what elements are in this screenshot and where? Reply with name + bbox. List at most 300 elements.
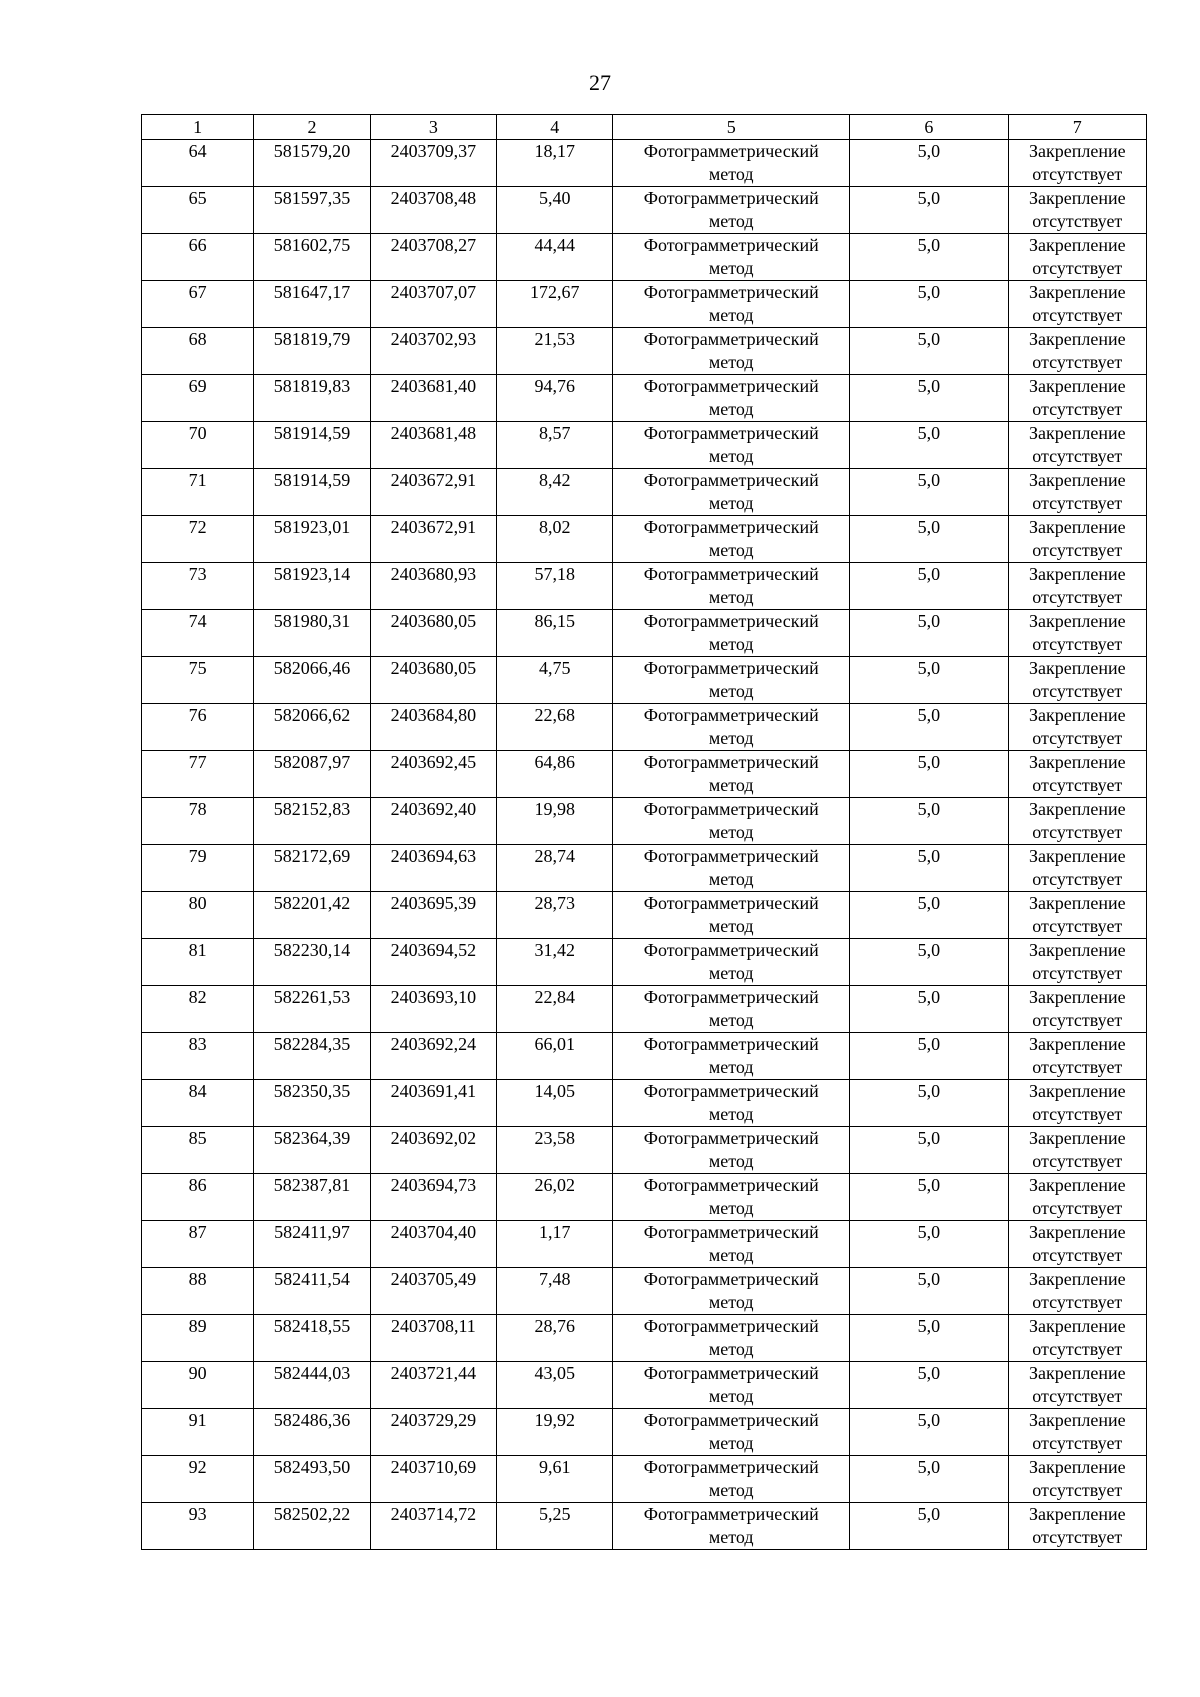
method-line-1: Фотограмметрический: [643, 1222, 819, 1242]
column-header: 1: [142, 115, 254, 140]
y-coordinate-cell: 2403694,63: [370, 845, 496, 892]
distance-cell: 14,05: [497, 1080, 613, 1127]
method-cell: [613, 798, 850, 845]
x-coordinate-cell: 582152,83: [254, 798, 370, 845]
method-line-2: метод: [708, 540, 754, 560]
method-line-1: Фотограмметрический: [643, 893, 819, 913]
accuracy-cell: 5,0: [850, 1127, 1008, 1174]
method-cell: [613, 892, 850, 939]
point-number-cell: 70: [142, 422, 254, 469]
x-coordinate-cell: 582502,22: [254, 1503, 370, 1550]
point-number-cell: 72: [142, 516, 254, 563]
point-number-cell: 88: [142, 1268, 254, 1315]
method-line-1: Фотограмметрический: [643, 470, 819, 490]
point-number-cell: 64: [142, 140, 254, 187]
header-row: [142, 115, 1147, 140]
method-line-2: метод: [708, 1198, 754, 1218]
fixing-line-1: Закрепление: [1028, 799, 1126, 819]
distance-cell: 66,01: [497, 1033, 613, 1080]
method-line-1: Фотограмметрический: [643, 329, 819, 349]
point-number-cell: 66: [142, 234, 254, 281]
method-line-2: метод: [708, 916, 754, 936]
distance-cell: 28,73: [497, 892, 613, 939]
fixing-cell: [1008, 892, 1146, 939]
table-row: [142, 1315, 1147, 1362]
fixing-line-1: Закрепление: [1028, 1316, 1126, 1336]
accuracy-cell: 5,0: [850, 1174, 1008, 1221]
table-row: [142, 469, 1147, 516]
point-number-cell: 78: [142, 798, 254, 845]
point-number-cell: 90: [142, 1362, 254, 1409]
fixing-cell: [1008, 187, 1146, 234]
fixing-cell: [1008, 281, 1146, 328]
x-coordinate-cell: 581647,17: [254, 281, 370, 328]
fixing-line-1: Закрепление: [1028, 987, 1126, 1007]
table-row: [142, 1456, 1147, 1503]
fixing-line-2: отсутствует: [1032, 493, 1123, 513]
x-coordinate-cell: 581819,79: [254, 328, 370, 375]
point-number-cell: 89: [142, 1315, 254, 1362]
y-coordinate-cell: 2403708,11: [370, 1315, 496, 1362]
distance-cell: 31,42: [497, 939, 613, 986]
accuracy-cell: 5,0: [850, 563, 1008, 610]
distance-cell: 57,18: [497, 563, 613, 610]
y-coordinate-cell: 2403672,91: [370, 469, 496, 516]
method-line-2: метод: [708, 1010, 754, 1030]
table-row: [142, 704, 1147, 751]
accuracy-cell: 5,0: [850, 328, 1008, 375]
y-coordinate-cell: 2403694,52: [370, 939, 496, 986]
method-line-1: Фотограмметрический: [643, 1269, 819, 1289]
method-line-2: метод: [708, 775, 754, 795]
method-cell: [613, 187, 850, 234]
method-line-1: Фотограмметрический: [643, 1457, 819, 1477]
fixing-line-2: отсутствует: [1032, 1151, 1123, 1171]
fixing-line-2: отсутствует: [1032, 1339, 1123, 1359]
distance-cell: 23,58: [497, 1127, 613, 1174]
accuracy-cell: 5,0: [850, 892, 1008, 939]
fixing-cell: [1008, 1315, 1146, 1362]
fixing-line-2: отсутствует: [1032, 1245, 1123, 1265]
point-number-cell: 83: [142, 1033, 254, 1080]
fixing-line-1: Закрепление: [1028, 752, 1126, 772]
table-row: [142, 140, 1147, 187]
method-line-1: Фотограмметрический: [643, 752, 819, 772]
fixing-line-1: Закрепление: [1028, 282, 1126, 302]
fixing-line-2: отсутствует: [1032, 1386, 1123, 1406]
page-number: 27: [589, 70, 611, 95]
table-row: [142, 187, 1147, 234]
fixing-line-2: отсутствует: [1032, 1480, 1123, 1500]
accuracy-cell: 5,0: [850, 1221, 1008, 1268]
fixing-cell: [1008, 939, 1146, 986]
y-coordinate-cell: 2403721,44: [370, 1362, 496, 1409]
table-row: [142, 1362, 1147, 1409]
point-number-cell: 87: [142, 1221, 254, 1268]
y-coordinate-cell: 2403680,05: [370, 657, 496, 704]
method-line-2: метод: [708, 1104, 754, 1124]
point-number-cell: 84: [142, 1080, 254, 1127]
method-cell: [613, 1268, 850, 1315]
distance-cell: 7,48: [497, 1268, 613, 1315]
accuracy-cell: 5,0: [850, 469, 1008, 516]
accuracy-cell: 5,0: [850, 234, 1008, 281]
table-row: [142, 751, 1147, 798]
point-number-cell: 80: [142, 892, 254, 939]
x-coordinate-cell: 582261,53: [254, 986, 370, 1033]
fixing-line-1: Закрепление: [1028, 1269, 1126, 1289]
method-line-2: метод: [708, 258, 754, 278]
distance-cell: 8,57: [497, 422, 613, 469]
table-row: [142, 281, 1147, 328]
x-coordinate-cell: 582387,81: [254, 1174, 370, 1221]
method-cell: [613, 610, 850, 657]
method-line-1: Фотограмметрический: [643, 1363, 819, 1383]
method-line-2: метод: [708, 822, 754, 842]
method-line-2: метод: [708, 305, 754, 325]
point-number-cell: 93: [142, 1503, 254, 1550]
method-cell: [613, 1221, 850, 1268]
fixing-cell: [1008, 328, 1146, 375]
fixing-line-1: Закрепление: [1028, 658, 1126, 678]
fixing-line-1: Закрепление: [1028, 470, 1126, 490]
method-line-1: Фотограмметрический: [643, 282, 819, 302]
y-coordinate-cell: 2403692,02: [370, 1127, 496, 1174]
fixing-cell: [1008, 1362, 1146, 1409]
x-coordinate-cell: 582066,62: [254, 704, 370, 751]
fixing-cell: [1008, 422, 1146, 469]
distance-cell: 4,75: [497, 657, 613, 704]
table-row: [142, 939, 1147, 986]
method-cell: [613, 1315, 850, 1362]
fixing-line-1: Закрепление: [1028, 1175, 1126, 1195]
fixing-line-1: Закрепление: [1028, 1363, 1126, 1383]
fixing-line-1: Закрепление: [1028, 1410, 1126, 1430]
y-coordinate-cell: 2403709,37: [370, 140, 496, 187]
table-row: [142, 1503, 1147, 1550]
distance-cell: 22,84: [497, 986, 613, 1033]
table-row: [142, 375, 1147, 422]
point-number-cell: 77: [142, 751, 254, 798]
y-coordinate-cell: 2403681,40: [370, 375, 496, 422]
x-coordinate-cell: 581923,14: [254, 563, 370, 610]
table-row: [142, 1221, 1147, 1268]
fixing-line-2: отсутствует: [1032, 399, 1123, 419]
fixing-line-2: отсутствует: [1032, 211, 1123, 231]
table-row: [142, 1033, 1147, 1080]
method-cell: [613, 751, 850, 798]
y-coordinate-cell: 2403692,40: [370, 798, 496, 845]
table-row: [142, 610, 1147, 657]
column-header: 3: [370, 115, 496, 140]
x-coordinate-cell: 581579,20: [254, 140, 370, 187]
accuracy-cell: 5,0: [850, 1456, 1008, 1503]
accuracy-cell: 5,0: [850, 1033, 1008, 1080]
point-number-cell: 82: [142, 986, 254, 1033]
table-body: [142, 140, 1147, 1550]
method-cell: [613, 1127, 850, 1174]
fixing-line-2: отсутствует: [1032, 822, 1123, 842]
method-line-1: Фотограмметрический: [643, 658, 819, 678]
method-line-2: метод: [708, 1527, 754, 1547]
distance-cell: 172,67: [497, 281, 613, 328]
y-coordinate-cell: 2403680,05: [370, 610, 496, 657]
method-line-2: метод: [708, 164, 754, 184]
fixing-line-2: отсутствует: [1032, 1433, 1123, 1453]
method-cell: [613, 1503, 850, 1550]
table-row: [142, 892, 1147, 939]
distance-cell: 44,44: [497, 234, 613, 281]
accuracy-cell: 5,0: [850, 1080, 1008, 1127]
accuracy-cell: 5,0: [850, 845, 1008, 892]
fixing-line-1: Закрепление: [1028, 1457, 1126, 1477]
accuracy-cell: 5,0: [850, 939, 1008, 986]
method-cell: [613, 234, 850, 281]
method-line-1: Фотограмметрический: [643, 423, 819, 443]
x-coordinate-cell: 582201,42: [254, 892, 370, 939]
method-line-2: метод: [708, 352, 754, 372]
table-row: [142, 845, 1147, 892]
method-line-2: метод: [708, 869, 754, 889]
distance-cell: 9,61: [497, 1456, 613, 1503]
method-line-2: метод: [708, 446, 754, 466]
table-header: [142, 115, 1147, 140]
point-number-cell: 71: [142, 469, 254, 516]
point-number-cell: 67: [142, 281, 254, 328]
x-coordinate-cell: 582364,39: [254, 1127, 370, 1174]
y-coordinate-cell: 2403710,69: [370, 1456, 496, 1503]
x-coordinate-cell: 581602,75: [254, 234, 370, 281]
y-coordinate-cell: 2403714,72: [370, 1503, 496, 1550]
y-coordinate-cell: 2403708,27: [370, 234, 496, 281]
fixing-line-1: Закрепление: [1028, 611, 1126, 631]
x-coordinate-cell: 582230,14: [254, 939, 370, 986]
point-number-cell: 79: [142, 845, 254, 892]
x-coordinate-cell: 582284,35: [254, 1033, 370, 1080]
column-header: 5: [613, 115, 850, 140]
accuracy-cell: 5,0: [850, 751, 1008, 798]
fixing-line-2: отсутствует: [1032, 1057, 1123, 1077]
method-line-2: метод: [708, 681, 754, 701]
method-line-2: метод: [708, 587, 754, 607]
fixing-line-2: отсутствует: [1032, 164, 1123, 184]
point-number-cell: 75: [142, 657, 254, 704]
fixing-line-1: Закрепление: [1028, 517, 1126, 537]
method-line-2: метод: [708, 1386, 754, 1406]
method-line-1: Фотограмметрический: [643, 846, 819, 866]
column-header: 4: [497, 115, 613, 140]
method-cell: [613, 563, 850, 610]
coordinates-table: [141, 114, 1147, 1550]
fixing-cell: [1008, 516, 1146, 563]
fixing-cell: [1008, 1268, 1146, 1315]
fixing-line-1: Закрепление: [1028, 188, 1126, 208]
x-coordinate-cell: 582350,35: [254, 1080, 370, 1127]
method-line-1: Фотограмметрический: [643, 564, 819, 584]
table-row: [142, 1409, 1147, 1456]
fixing-line-1: Закрепление: [1028, 1504, 1126, 1524]
fixing-cell: [1008, 469, 1146, 516]
x-coordinate-cell: 582493,50: [254, 1456, 370, 1503]
y-coordinate-cell: 2403681,48: [370, 422, 496, 469]
distance-cell: 22,68: [497, 704, 613, 751]
column-header: 6: [850, 115, 1008, 140]
fixing-line-1: Закрепление: [1028, 329, 1126, 349]
distance-cell: 21,53: [497, 328, 613, 375]
method-line-2: метод: [708, 963, 754, 983]
fixing-line-1: Закрепление: [1028, 940, 1126, 960]
point-number-cell: 81: [142, 939, 254, 986]
table-row: [142, 986, 1147, 1033]
y-coordinate-cell: 2403692,45: [370, 751, 496, 798]
y-coordinate-cell: 2403693,10: [370, 986, 496, 1033]
distance-cell: 28,74: [497, 845, 613, 892]
fixing-line-2: отсутствует: [1032, 1292, 1123, 1312]
distance-cell: 19,98: [497, 798, 613, 845]
fixing-cell: [1008, 1409, 1146, 1456]
y-coordinate-cell: 2403672,91: [370, 516, 496, 563]
fixing-cell: [1008, 375, 1146, 422]
fixing-cell: [1008, 1221, 1146, 1268]
y-coordinate-cell: 2403694,73: [370, 1174, 496, 1221]
fixing-line-2: отсутствует: [1032, 540, 1123, 560]
fixing-cell: [1008, 610, 1146, 657]
distance-cell: 86,15: [497, 610, 613, 657]
fixing-cell: [1008, 751, 1146, 798]
accuracy-cell: 5,0: [850, 704, 1008, 751]
x-coordinate-cell: 581914,59: [254, 422, 370, 469]
method-line-1: Фотограмметрический: [643, 517, 819, 537]
fixing-line-2: отсутствует: [1032, 681, 1123, 701]
table-row: [142, 657, 1147, 704]
method-line-2: метод: [708, 493, 754, 513]
fixing-cell: [1008, 1127, 1146, 1174]
fixing-cell: [1008, 798, 1146, 845]
method-line-1: Фотограмметрический: [643, 235, 819, 255]
accuracy-cell: 5,0: [850, 516, 1008, 563]
fixing-cell: [1008, 1503, 1146, 1550]
method-line-2: метод: [708, 1339, 754, 1359]
y-coordinate-cell: 2403695,39: [370, 892, 496, 939]
table-row: [142, 422, 1147, 469]
method-cell: [613, 140, 850, 187]
distance-cell: 1,17: [497, 1221, 613, 1268]
method-line-2: метод: [708, 728, 754, 748]
fixing-cell: [1008, 704, 1146, 751]
method-line-1: Фотограмметрический: [643, 1316, 819, 1336]
fixing-cell: [1008, 1033, 1146, 1080]
method-line-1: Фотограмметрический: [643, 940, 819, 960]
distance-cell: 28,76: [497, 1315, 613, 1362]
accuracy-cell: 5,0: [850, 798, 1008, 845]
fixing-line-2: отсутствует: [1032, 775, 1123, 795]
accuracy-cell: 5,0: [850, 187, 1008, 234]
method-line-1: Фотограмметрический: [643, 1034, 819, 1054]
x-coordinate-cell: 582411,54: [254, 1268, 370, 1315]
method-line-2: метод: [708, 1292, 754, 1312]
point-number-cell: 74: [142, 610, 254, 657]
accuracy-cell: 5,0: [850, 657, 1008, 704]
fixing-line-1: Закрепление: [1028, 1034, 1126, 1054]
accuracy-cell: 5,0: [850, 1315, 1008, 1362]
accuracy-cell: 5,0: [850, 140, 1008, 187]
table-row: [142, 563, 1147, 610]
method-cell: [613, 281, 850, 328]
fixing-cell: [1008, 845, 1146, 892]
method-cell: [613, 1456, 850, 1503]
y-coordinate-cell: 2403684,80: [370, 704, 496, 751]
y-coordinate-cell: 2403708,48: [370, 187, 496, 234]
accuracy-cell: 5,0: [850, 375, 1008, 422]
fixing-cell: [1008, 1174, 1146, 1221]
distance-cell: 18,17: [497, 140, 613, 187]
fixing-cell: [1008, 1456, 1146, 1503]
accuracy-cell: 5,0: [850, 1409, 1008, 1456]
method-line-2: метод: [708, 399, 754, 419]
table-row: [142, 516, 1147, 563]
distance-cell: 26,02: [497, 1174, 613, 1221]
method-cell: [613, 422, 850, 469]
method-line-2: метод: [708, 1151, 754, 1171]
x-coordinate-cell: 581914,59: [254, 469, 370, 516]
x-coordinate-cell: 581923,01: [254, 516, 370, 563]
y-coordinate-cell: 2403705,49: [370, 1268, 496, 1315]
y-coordinate-cell: 2403704,40: [370, 1221, 496, 1268]
x-coordinate-cell: 581597,35: [254, 187, 370, 234]
method-cell: [613, 1080, 850, 1127]
point-number-cell: 76: [142, 704, 254, 751]
table-row: [142, 234, 1147, 281]
x-coordinate-cell: 582172,69: [254, 845, 370, 892]
table-row: [142, 1174, 1147, 1221]
point-number-cell: 65: [142, 187, 254, 234]
fixing-line-2: отсутствует: [1032, 916, 1123, 936]
fixing-cell: [1008, 986, 1146, 1033]
fixing-line-1: Закрепление: [1028, 564, 1126, 584]
method-cell: [613, 516, 850, 563]
accuracy-cell: 5,0: [850, 986, 1008, 1033]
point-number-cell: 91: [142, 1409, 254, 1456]
method-cell: [613, 469, 850, 516]
table-row: [142, 1268, 1147, 1315]
y-coordinate-cell: 2403692,24: [370, 1033, 496, 1080]
fixing-line-2: отсутствует: [1032, 634, 1123, 654]
fixing-cell: [1008, 563, 1146, 610]
accuracy-cell: 5,0: [850, 1503, 1008, 1550]
method-cell: [613, 986, 850, 1033]
method-cell: [613, 657, 850, 704]
method-line-1: Фотограмметрический: [643, 1128, 819, 1148]
distance-cell: 94,76: [497, 375, 613, 422]
accuracy-cell: 5,0: [850, 281, 1008, 328]
method-cell: [613, 1174, 850, 1221]
method-cell: [613, 704, 850, 751]
accuracy-cell: 5,0: [850, 422, 1008, 469]
method-line-2: метод: [708, 1480, 754, 1500]
fixing-cell: [1008, 657, 1146, 704]
fixing-line-1: Закрепление: [1028, 376, 1126, 396]
fixing-line-1: Закрепление: [1028, 1081, 1126, 1101]
method-line-1: Фотограмметрический: [643, 611, 819, 631]
fixing-line-2: отсутствует: [1032, 305, 1123, 325]
distance-cell: 5,25: [497, 1503, 613, 1550]
method-cell: [613, 1409, 850, 1456]
method-cell: [613, 328, 850, 375]
fixing-line-2: отсутствует: [1032, 352, 1123, 372]
y-coordinate-cell: 2403691,41: [370, 1080, 496, 1127]
x-coordinate-cell: 581819,83: [254, 375, 370, 422]
y-coordinate-cell: 2403707,07: [370, 281, 496, 328]
